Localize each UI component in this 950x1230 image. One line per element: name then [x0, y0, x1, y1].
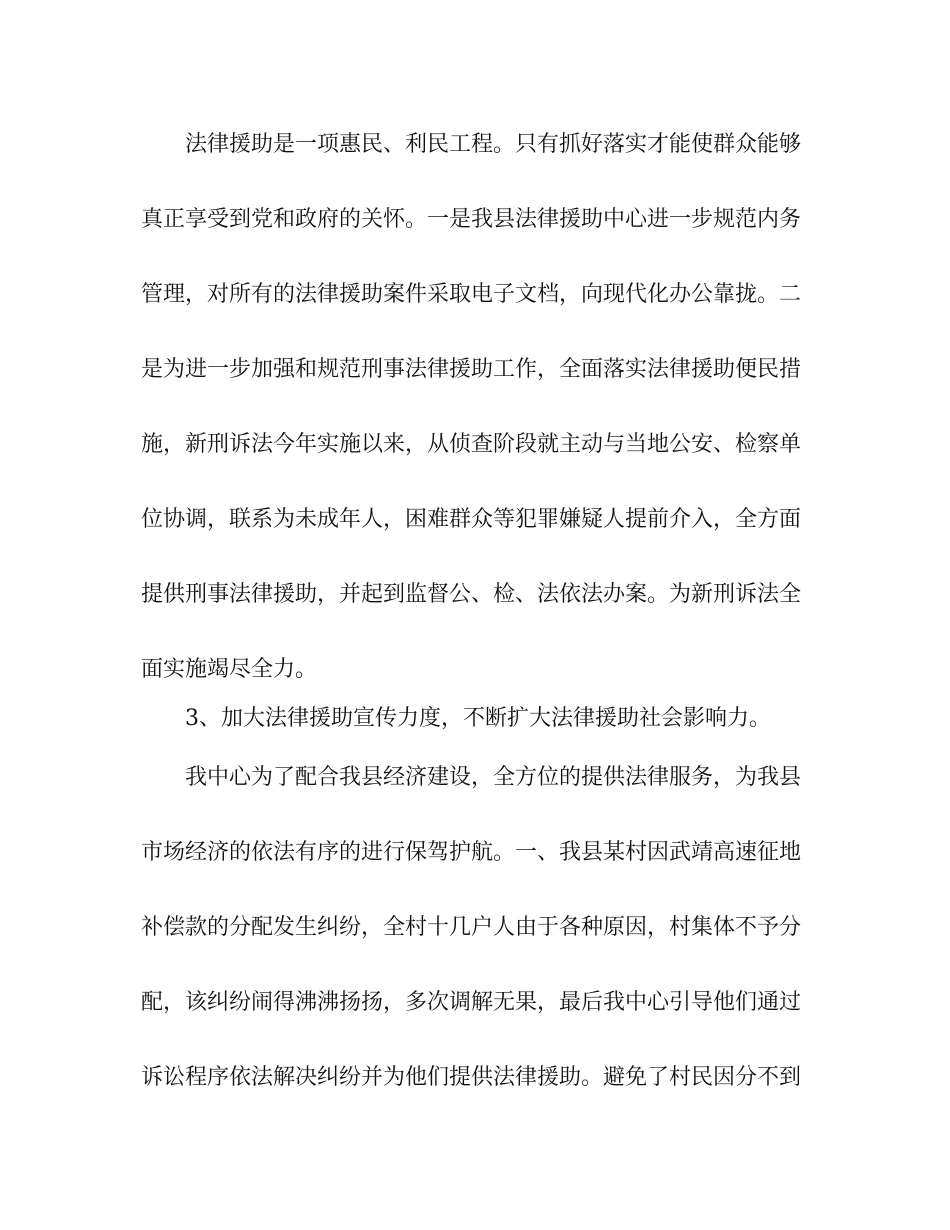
paragraph-2-line-1: 我中心为了配合我县经济建设，全方位的提供法律服务，为我县 [185, 765, 802, 790]
paragraph-1-line-7: 提供刑事法律援助，并起到监督公、检、法依法办案。为新刑诉法全 [141, 582, 802, 607]
section-heading: 3、加大法律援助宣传力度，不断扩大法律援助社会影响力。 [185, 706, 771, 731]
paragraph-1-line-6: 位协调，联系为未成年人，困难群众等犯罪嫌疑人提前介入，全方面 [141, 507, 802, 532]
paragraph-1-line-3: 管理，对所有的法律援助案件采取电子文档，向现代化办公靠拢。二 [141, 282, 802, 307]
paragraph-2-line-3: 补偿款的分配发生纠纷，全村十几户人由于各种原因，村集体不予分 [141, 915, 802, 940]
paragraph-1-line-8: 面实施竭尽全力。 [141, 657, 318, 682]
paragraph-1-line-5: 施，新刑诉法今年实施以来，从侦查阶段就主动与当地公安、检察单 [141, 432, 802, 457]
paragraph-1-line-1: 法律援助是一项惠民、利民工程。只有抓好落实才能使群众能够 [185, 132, 802, 157]
paragraph-1-line-2: 真正享受到党和政府的关怀。一是我县法律援助中心进一步规范内务 [141, 207, 802, 232]
paragraph-1-line-4: 是为进一步加强和规范刑事法律援助工作，全面落实法律援助便民措 [141, 357, 802, 382]
paragraph-2-line-2: 市场经济的依法有序的进行保驾护航。一、我县某村因武靖高速征地 [141, 840, 802, 865]
paragraph-2-line-5: 诉讼程序依法解决纠纷并为他们提供法律援助。避免了村民因分不到 [141, 1065, 802, 1090]
paragraph-2-line-4: 配，该纠纷闹得沸沸扬扬，多次调解无果，最后我中心引导他们通过 [141, 990, 802, 1015]
